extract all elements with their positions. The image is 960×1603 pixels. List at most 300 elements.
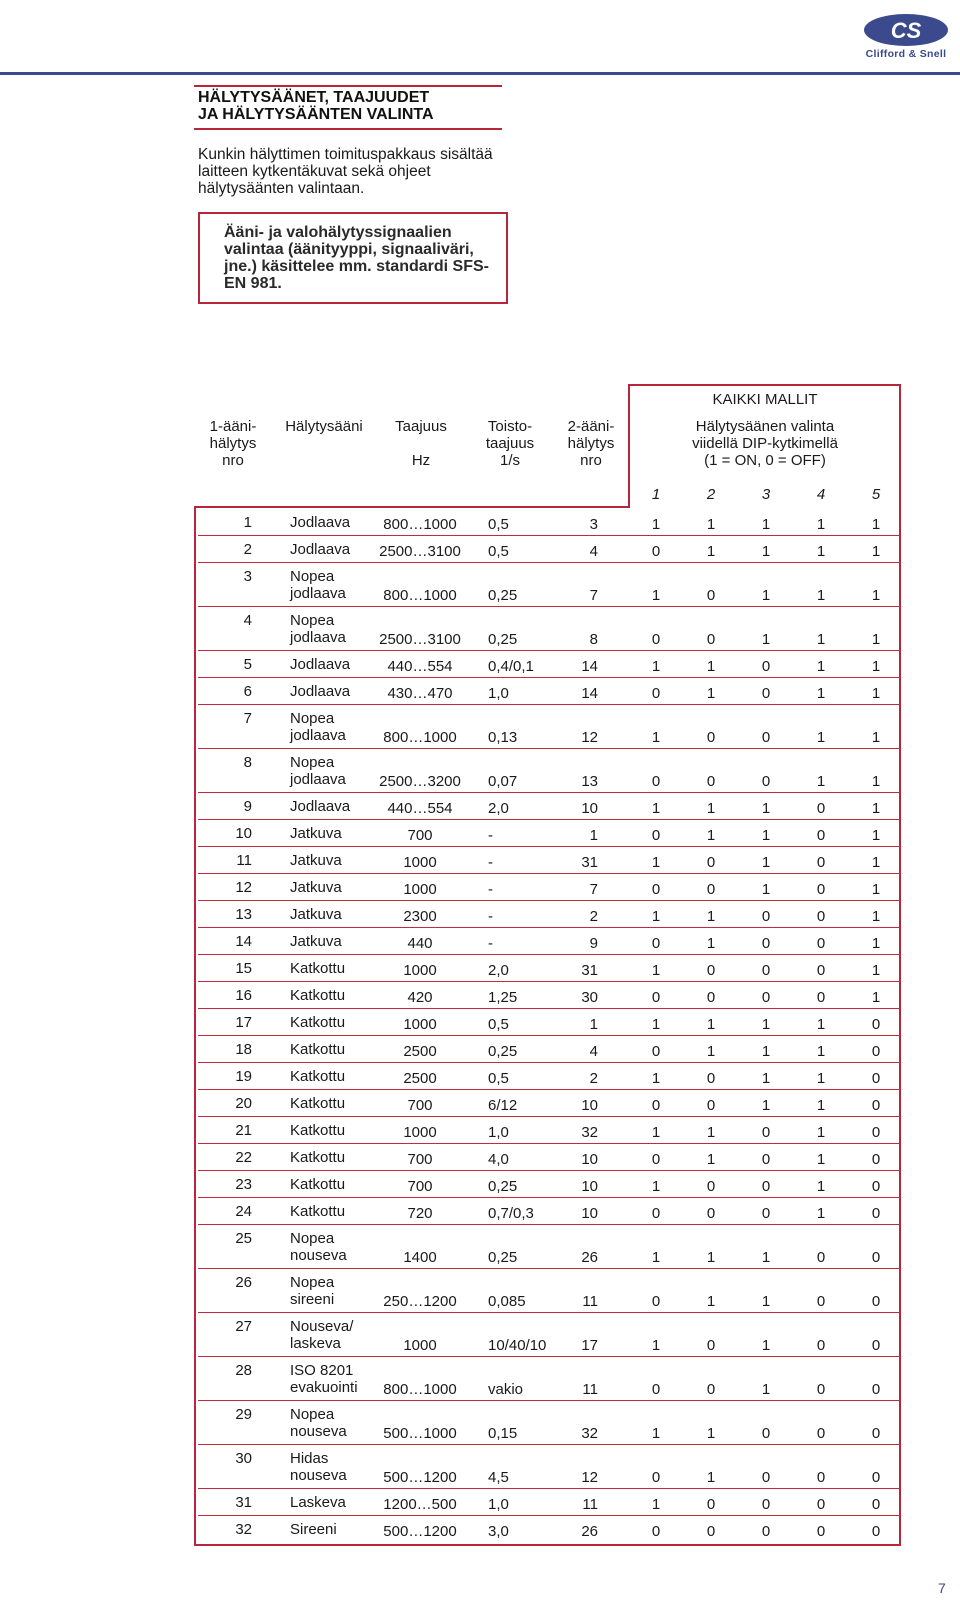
row-dip-value: 0	[706, 1381, 716, 1398]
row-separator	[198, 748, 900, 749]
row-frequency: 800…1000	[383, 516, 457, 533]
row-repetition: 2,0	[488, 962, 509, 979]
row-dip-value: 1	[816, 1070, 826, 1087]
row-dip-value: 0	[816, 1425, 826, 1442]
row-dip-value: 1	[651, 658, 661, 675]
row-frequency: 1000	[403, 1337, 437, 1354]
row-sound-name: Katkottu	[290, 1014, 346, 1031]
row-dip-value: 1	[871, 935, 881, 952]
row-dip-value: 1	[871, 729, 881, 746]
row-repetition: 4,5	[488, 1469, 509, 1486]
row-dip-value: 1	[651, 1249, 661, 1266]
row-number: 20	[235, 1095, 252, 1112]
row-dip-value: 1	[816, 1178, 826, 1195]
row-dip-value: 1	[761, 1070, 771, 1087]
row-number: 30	[235, 1450, 252, 1467]
row-separator	[198, 606, 900, 607]
row-dip-value: 1	[816, 773, 826, 790]
row-sound-name-cont: nouseva	[290, 1247, 347, 1264]
row-sound-name-cont: jodlaava	[290, 771, 346, 788]
standard-note-box	[198, 212, 508, 304]
row-dip-value: 0	[651, 989, 661, 1006]
row-number: 24	[235, 1203, 252, 1220]
row-sound-name: ISO 8201	[290, 1362, 354, 1379]
row-2-tone-number: 26	[581, 1249, 598, 1266]
row-sound-name: Katkottu	[290, 1203, 346, 1220]
row-dip-value: 1	[871, 773, 881, 790]
row-dip-value: 0	[816, 908, 826, 925]
row-separator	[198, 1356, 900, 1357]
dip-switch-label: 1	[651, 486, 661, 503]
row-number: 12	[235, 879, 252, 896]
row-sound-name: Hidas	[290, 1450, 329, 1467]
row-dip-value: 0	[706, 729, 716, 746]
row-dip-value: 1	[651, 962, 661, 979]
row-dip-value: 1	[871, 827, 881, 844]
row-separator	[198, 1515, 900, 1516]
row-repetition: 6/12	[488, 1097, 518, 1114]
row-repetition: 0,25	[488, 1043, 518, 1060]
row-separator	[198, 704, 900, 705]
row-dip-value: 1	[816, 1205, 826, 1222]
row-dip-value: 1	[706, 935, 716, 952]
row-dip-value: 0	[761, 1425, 771, 1442]
row-dip-value: 1	[761, 1293, 771, 1310]
row-number: 23	[235, 1176, 252, 1193]
row-number: 2	[243, 541, 252, 558]
row-dip-value: 0	[761, 729, 771, 746]
row-dip-value: 0	[761, 773, 771, 790]
row-dip-value: 0	[871, 1337, 881, 1354]
standard-note-text: Ääni- ja valohälytyssignaalien valintaa (äänityyppi, signaaliväri, jne.) käsittelee mm. standardi SFS-EN 981.	[224, 224, 489, 292]
row-2-tone-number: 14	[581, 658, 598, 675]
row-frequency: 720	[407, 1205, 433, 1222]
row-dip-value: 0	[761, 1178, 771, 1195]
row-dip-value: 1	[816, 729, 826, 746]
dip-switch-label: 5	[871, 486, 881, 503]
row-separator	[198, 1268, 900, 1269]
row-dip-value: 1	[816, 543, 826, 560]
header-1-tone-number: 1-ääni- hälytys nro	[209, 418, 257, 469]
row-sound-name: Katkottu	[290, 1176, 346, 1193]
row-repetition: 1,25	[488, 989, 518, 1006]
row-dip-value: 0	[761, 1124, 771, 1141]
row-dip-value: 0	[761, 1523, 771, 1540]
row-2-tone-number: 4	[589, 1043, 598, 1060]
row-sound-name: Nopea	[290, 1230, 335, 1247]
row-sound-name: Jodlaava	[290, 798, 351, 815]
row-dip-value: 1	[761, 543, 771, 560]
row-dip-value: 1	[706, 1425, 716, 1442]
row-dip-value: 0	[651, 827, 661, 844]
row-dip-value: 1	[871, 881, 881, 898]
row-sound-name: Katkottu	[290, 1068, 346, 1085]
row-frequency: 500…1200	[383, 1469, 457, 1486]
row-dip-value: 1	[816, 1151, 826, 1168]
row-2-tone-number: 13	[581, 773, 598, 790]
row-dip-value: 0	[706, 1523, 716, 1540]
heading-rule-top	[194, 85, 502, 87]
row-dip-value: 0	[651, 1523, 661, 1540]
row-dip-value: 0	[871, 1178, 881, 1195]
row-sound-name: Nopea	[290, 1406, 335, 1423]
row-2-tone-number: 32	[581, 1124, 598, 1141]
row-repetition: 4,0	[488, 1151, 509, 1168]
row-dip-value: 0	[761, 685, 771, 702]
table-frame-right	[899, 384, 901, 1546]
row-sound-name: Jatkuva	[290, 906, 342, 923]
row-2-tone-number: 31	[581, 854, 598, 871]
row-frequency: 2500…3200	[379, 773, 461, 790]
row-dip-value: 1	[816, 587, 826, 604]
header-repetition-rate: Toisto- taajuus 1/s	[485, 418, 535, 469]
row-number: 19	[235, 1068, 252, 1085]
row-dip-value: 0	[651, 1043, 661, 1060]
row-sound-name: Jodlaava	[290, 656, 351, 673]
row-dip-value: 0	[761, 1205, 771, 1222]
row-dip-value: 0	[706, 1337, 716, 1354]
row-sound-name-cont: nouseva	[290, 1467, 347, 1484]
row-sound-name: Jatkuva	[290, 852, 342, 869]
row-number: 18	[235, 1041, 252, 1058]
row-dip-value: 0	[651, 685, 661, 702]
table-frame-row-top	[194, 506, 630, 508]
row-sound-name: Katkottu	[290, 1095, 346, 1112]
row-2-tone-number: 10	[581, 1097, 598, 1114]
row-sound-name-cont: jodlaava	[290, 585, 346, 602]
row-dip-value: 0	[761, 935, 771, 952]
row-dip-value: 1	[761, 854, 771, 871]
top-rule	[0, 72, 960, 75]
row-number: 15	[235, 960, 252, 977]
row-dip-value: 0	[651, 881, 661, 898]
row-frequency: 2300	[403, 908, 437, 925]
row-dip-value: 0	[706, 1496, 716, 1513]
header-group-all-models: KAIKKI MALLIT	[712, 391, 818, 408]
row-number: 3	[243, 568, 252, 585]
row-separator	[198, 562, 900, 563]
row-2-tone-number: 12	[581, 1469, 598, 1486]
row-dip-value: 0	[871, 1097, 881, 1114]
row-separator	[198, 1008, 900, 1009]
table-frame-bottom	[194, 1544, 901, 1546]
row-dip-value: 1	[871, 543, 881, 560]
row-dip-value: 1	[651, 1124, 661, 1141]
row-number: 6	[243, 683, 252, 700]
row-dip-value: 1	[651, 587, 661, 604]
row-dip-value: 0	[871, 1523, 881, 1540]
row-separator	[198, 1062, 900, 1063]
row-dip-value: 1	[761, 587, 771, 604]
row-separator	[198, 1035, 900, 1036]
row-separator	[198, 1488, 900, 1489]
dip-switch-label: 2	[706, 486, 716, 503]
row-dip-value: 0	[706, 587, 716, 604]
row-2-tone-number: 10	[581, 1151, 598, 1168]
row-number: 13	[235, 906, 252, 923]
row-dip-value: 0	[871, 1293, 881, 1310]
row-dip-value: 0	[871, 1469, 881, 1486]
row-dip-value: 1	[816, 1124, 826, 1141]
row-dip-value: 1	[816, 1016, 826, 1033]
row-frequency: 1200…500	[383, 1496, 457, 1513]
table-frame-top-group	[628, 384, 901, 386]
row-2-tone-number: 10	[581, 800, 598, 817]
row-frequency: 700	[407, 1178, 433, 1195]
row-dip-value: 1	[871, 854, 881, 871]
row-dip-value: 0	[761, 658, 771, 675]
row-dip-value: 1	[706, 800, 716, 817]
row-dip-value: 1	[761, 881, 771, 898]
row-dip-value: 1	[706, 1249, 716, 1266]
row-sound-name: Katkottu	[290, 1122, 346, 1139]
row-sound-name: Jodlaava	[290, 683, 351, 700]
row-2-tone-number: 7	[589, 587, 598, 604]
header-2-tone-number: 2-ääni- hälytys nro	[567, 418, 615, 469]
header-frequency: Taajuus Hz	[395, 418, 447, 469]
row-repetition: 3,0	[488, 1523, 509, 1540]
row-dip-value: 1	[761, 1016, 771, 1033]
row-dip-value: 1	[706, 1151, 716, 1168]
row-dip-value: 1	[871, 658, 881, 675]
row-frequency: 500…1000	[383, 1425, 457, 1442]
row-frequency: 2500	[403, 1043, 437, 1060]
svg-text:CS: CS	[890, 18, 922, 43]
row-dip-value: 0	[816, 1293, 826, 1310]
row-dip-value: 1	[706, 543, 716, 560]
row-dip-value: 0	[816, 962, 826, 979]
row-dip-value: 1	[871, 631, 881, 648]
row-dip-value: 0	[816, 1496, 826, 1513]
row-repetition: -	[488, 881, 493, 898]
row-dip-value: 1	[706, 908, 716, 925]
row-separator	[198, 900, 900, 901]
row-dip-value: 1	[871, 587, 881, 604]
row-dip-value: 0	[706, 773, 716, 790]
row-dip-value: 0	[871, 1496, 881, 1513]
row-dip-value: 0	[871, 1151, 881, 1168]
row-dip-value: 0	[706, 881, 716, 898]
row-2-tone-number: 11	[582, 1381, 598, 1398]
row-dip-value: 0	[651, 543, 661, 560]
row-separator	[198, 873, 900, 874]
row-frequency: 800…1000	[383, 729, 457, 746]
row-sound-name-cont: laskeva	[290, 1335, 341, 1352]
row-number: 9	[243, 798, 252, 815]
row-dip-value: 0	[761, 962, 771, 979]
row-frequency: 2500…3100	[379, 543, 461, 560]
row-sound-name: Nouseva/	[290, 1318, 354, 1335]
row-dip-value: 1	[871, 908, 881, 925]
row-sound-name-cont: evakuointi	[290, 1379, 358, 1396]
row-sound-name: Jodlaava	[290, 514, 351, 531]
row-separator	[198, 650, 900, 651]
row-repetition: 10/40/10	[488, 1337, 547, 1354]
row-sound-name: Sireeni	[290, 1521, 337, 1538]
row-dip-value: 1	[706, 1124, 716, 1141]
row-repetition: 2,0	[488, 800, 509, 817]
row-dip-value: 0	[761, 989, 771, 1006]
row-number: 22	[235, 1149, 252, 1166]
row-separator	[198, 819, 900, 820]
row-repetition: 1,0	[488, 1124, 509, 1141]
row-dip-value: 1	[651, 1178, 661, 1195]
intro-text: Kunkin hälyttimen toimituspakkaus sisältää laitteen kytkentäkuvat sekä ohjeet hälytysäänten valintaan.	[198, 146, 493, 197]
row-number: 31	[235, 1494, 252, 1511]
row-2-tone-number: 26	[581, 1523, 598, 1540]
row-2-tone-number: 32	[581, 1425, 598, 1442]
heading-line-2: JA HÄLYTYSÄÄNTEN VALINTA	[198, 106, 434, 123]
row-frequency: 800…1000	[383, 587, 457, 604]
row-2-tone-number: 2	[589, 1070, 598, 1087]
row-dip-value: 1	[651, 1070, 661, 1087]
row-dip-value: 1	[706, 1469, 716, 1486]
row-sound-name: Nopea	[290, 1274, 335, 1291]
row-dip-value: 1	[871, 989, 881, 1006]
row-sound-name: Katkottu	[290, 1041, 346, 1058]
row-sound-name: Laskeva	[290, 1494, 346, 1511]
row-dip-value: 1	[651, 1496, 661, 1513]
row-dip-value: 1	[706, 827, 716, 844]
row-frequency: 420	[407, 989, 433, 1006]
header-alarm-sound: Hälytysääni	[285, 418, 363, 435]
row-dip-value: 0	[816, 1249, 826, 1266]
row-dip-value: 0	[706, 962, 716, 979]
row-dip-value: 0	[651, 1205, 661, 1222]
row-separator	[198, 677, 900, 678]
row-frequency: 1000	[403, 962, 437, 979]
row-frequency: 440…554	[387, 800, 453, 817]
row-repetition: 0,5	[488, 543, 509, 560]
row-number: 5	[243, 656, 252, 673]
row-dip-value: 0	[871, 1016, 881, 1033]
row-number: 4	[243, 612, 252, 629]
row-dip-value: 0	[816, 800, 826, 817]
row-dip-value: 0	[816, 881, 826, 898]
row-repetition: -	[488, 935, 493, 952]
row-repetition: 0,5	[488, 1016, 509, 1033]
row-dip-value: 0	[816, 827, 826, 844]
row-dip-value: 1	[761, 1097, 771, 1114]
row-dip-value: 0	[871, 1043, 881, 1060]
row-dip-value: 0	[651, 1151, 661, 1168]
row-sound-name-cont: sireeni	[290, 1291, 335, 1308]
row-repetition: 0,5	[488, 516, 509, 533]
row-dip-value: 0	[871, 1381, 881, 1398]
row-dip-value: 0	[651, 1469, 661, 1486]
row-2-tone-number: 31	[581, 962, 598, 979]
row-dip-value: 0	[816, 1523, 826, 1540]
section-heading	[198, 89, 510, 123]
row-separator	[198, 535, 900, 536]
row-dip-value: 0	[706, 1178, 716, 1195]
row-sound-name: Nopea	[290, 754, 335, 771]
row-dip-value: 1	[871, 800, 881, 817]
row-2-tone-number: 10	[581, 1205, 598, 1222]
row-2-tone-number: 12	[581, 729, 598, 746]
row-dip-value: 0	[651, 1097, 661, 1114]
row-repetition: 0,5	[488, 1070, 509, 1087]
row-dip-value: 1	[816, 685, 826, 702]
row-separator	[198, 1400, 900, 1401]
row-dip-value: 0	[761, 1496, 771, 1513]
row-frequency: 430…470	[387, 685, 453, 702]
row-2-tone-number: 14	[581, 685, 598, 702]
row-dip-value: 1	[761, 800, 771, 817]
row-2-tone-number: 4	[589, 543, 598, 560]
row-dip-value: 0	[816, 1469, 826, 1486]
row-dip-value: 1	[816, 516, 826, 533]
row-dip-value: 1	[651, 1425, 661, 1442]
row-separator	[198, 792, 900, 793]
row-frequency: 800…1000	[383, 1381, 457, 1398]
row-repetition: 0,25	[488, 587, 518, 604]
row-separator	[198, 1224, 900, 1225]
row-2-tone-number: 2	[589, 908, 598, 925]
row-dip-value: 1	[871, 516, 881, 533]
row-dip-value: 1	[761, 1043, 771, 1060]
row-dip-value: 1	[761, 516, 771, 533]
row-dip-value: 1	[706, 1043, 716, 1060]
row-frequency: 2500…3100	[379, 631, 461, 648]
row-dip-value: 0	[651, 1381, 661, 1398]
dip-switch-label: 3	[761, 486, 771, 503]
row-dip-value: 1	[816, 1097, 826, 1114]
row-number: 16	[235, 987, 252, 1004]
row-repetition: 0,085	[488, 1293, 526, 1310]
row-frequency: 1000	[403, 854, 437, 871]
row-repetition: 0,25	[488, 1178, 518, 1195]
row-dip-value: 0	[761, 1469, 771, 1486]
row-sound-name: Katkottu	[290, 987, 346, 1004]
row-repetition: 0,7/0,3	[488, 1205, 534, 1222]
row-number: 10	[235, 825, 252, 842]
row-repetition: 0,25	[488, 631, 518, 648]
row-frequency: 2500	[403, 1070, 437, 1087]
row-2-tone-number: 17	[581, 1337, 598, 1354]
row-sound-name: Jatkuva	[290, 879, 342, 896]
row-dip-value: 0	[706, 631, 716, 648]
row-number: 14	[235, 933, 252, 950]
row-dip-value: 0	[761, 1151, 771, 1168]
row-dip-value: 0	[871, 1124, 881, 1141]
row-dip-value: 0	[816, 935, 826, 952]
row-dip-value: 0	[871, 1205, 881, 1222]
row-number: 27	[235, 1318, 252, 1335]
row-separator	[198, 954, 900, 955]
row-2-tone-number: 9	[589, 935, 598, 952]
row-separator	[198, 1089, 900, 1090]
row-dip-value: 0	[871, 1070, 881, 1087]
row-repetition: -	[488, 908, 493, 925]
row-repetition: 0,25	[488, 1249, 518, 1266]
row-2-tone-number: 11	[582, 1293, 598, 1310]
row-sound-name: Jodlaava	[290, 541, 351, 558]
row-dip-value: 1	[651, 800, 661, 817]
brand-logo-text: Clifford & Snell	[865, 48, 947, 60]
row-dip-value: 1	[816, 631, 826, 648]
row-frequency: 700	[407, 1097, 433, 1114]
row-repetition: 1,0	[488, 1496, 509, 1513]
row-dip-value: 1	[651, 908, 661, 925]
row-number: 28	[235, 1362, 252, 1379]
row-number: 11	[236, 852, 252, 869]
row-dip-value: 1	[651, 729, 661, 746]
row-sound-name: Nopea	[290, 568, 335, 585]
row-dip-value: 0	[816, 854, 826, 871]
heading-line-1: HÄLYTYSÄÄNET, TAAJUUDET	[198, 89, 430, 106]
header-dip-selection: Hälytysäänen valinta viidellä DIP-kytkimellä (1 = ON, 0 = OFF)	[692, 418, 838, 469]
